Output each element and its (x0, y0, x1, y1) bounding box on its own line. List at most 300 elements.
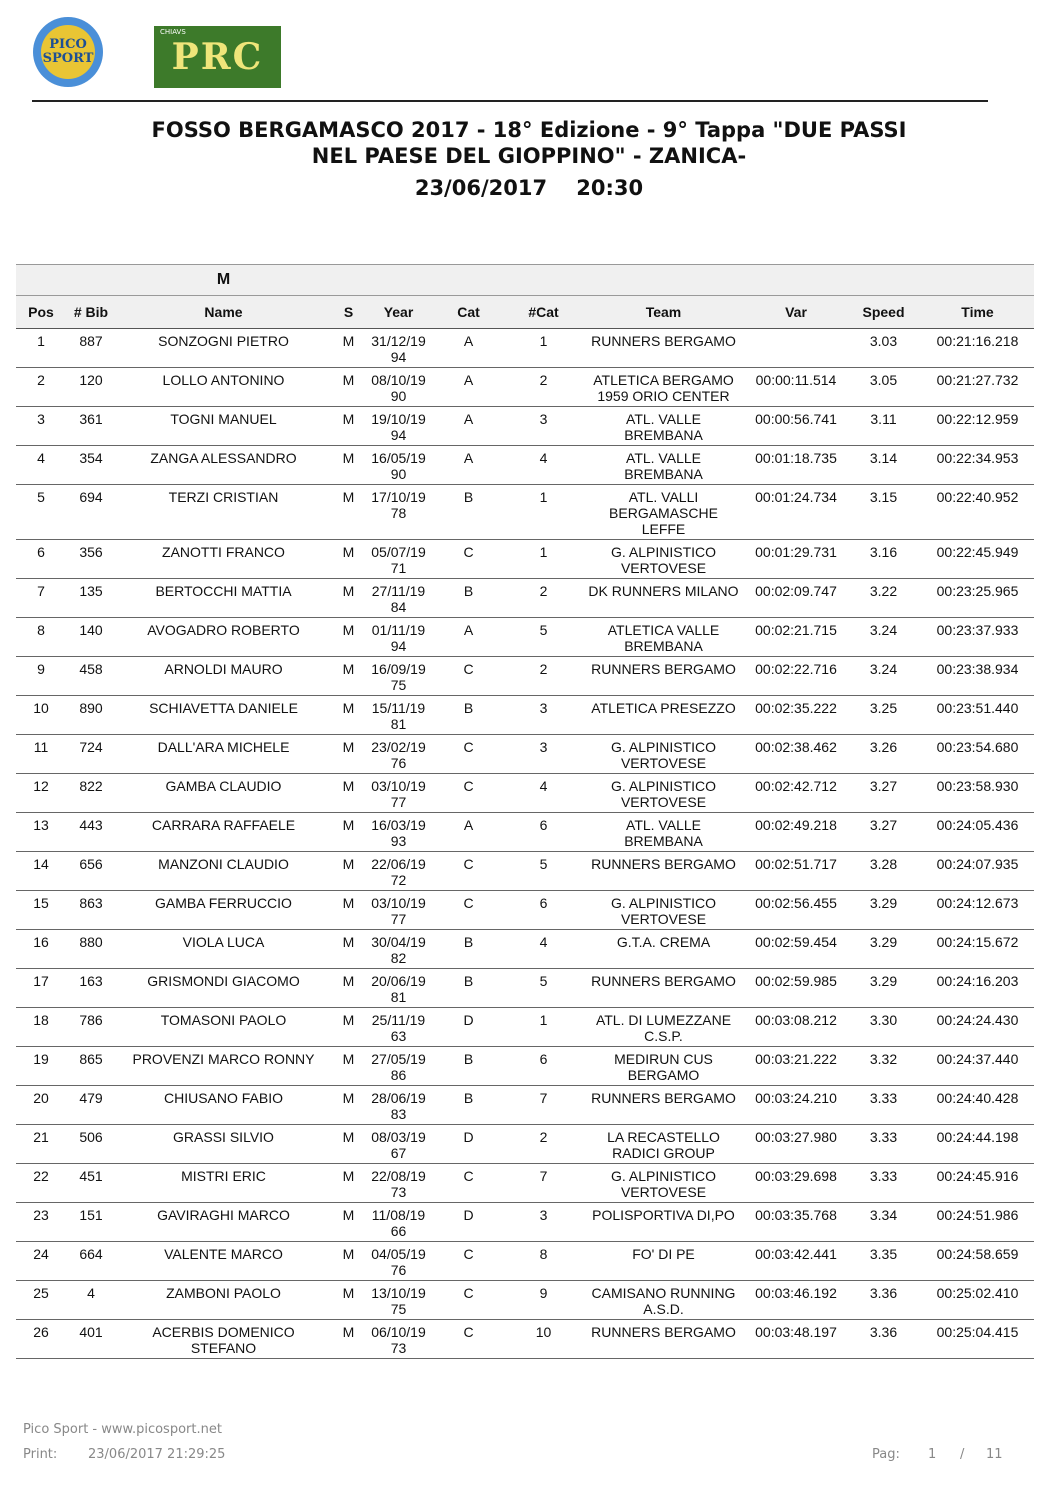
cell-cat: C (431, 1320, 506, 1359)
cell-team: MEDIRUN CUS BERGAMO (581, 1047, 746, 1086)
group-label: M (116, 265, 331, 296)
cell-speed: 3.22 (846, 579, 921, 618)
cell-time: 00:24:37.440 (921, 1047, 1034, 1086)
cell-cat-rank: 2 (506, 1125, 581, 1164)
cell-sex: M (331, 1203, 366, 1242)
cell-bib: 401 (66, 1320, 116, 1359)
cell-pos: 17 (16, 969, 66, 1008)
cell-time: 00:24:40.428 (921, 1086, 1034, 1125)
prc-logo-text: PRC (171, 36, 264, 78)
cell-cat: A (431, 329, 506, 368)
cell-name: SONZOGNI PIETRO (116, 329, 331, 368)
cell-pos: 14 (16, 852, 66, 891)
table-row (16, 1047, 1034, 1086)
cell-cat-rank: 2 (506, 368, 581, 407)
cell-cat: B (431, 969, 506, 1008)
cell-speed: 3.14 (846, 446, 921, 485)
cell-bib: 506 (66, 1125, 116, 1164)
column-header-sex: S (331, 296, 366, 329)
cell-cat: A (431, 407, 506, 446)
cell-name: MANZONI CLAUDIO (116, 852, 331, 891)
cell-team: G.T.A. CREMA (581, 930, 746, 969)
cell-pos: 11 (16, 735, 66, 774)
cell-cat-rank: 9 (506, 1281, 581, 1320)
cell-year: 16/05/19 90 (366, 446, 431, 485)
cell-pos: 6 (16, 540, 66, 579)
cell-pos: 10 (16, 696, 66, 735)
cell-year: 17/10/19 78 (366, 485, 431, 540)
cell-name: ARNOLDI MAURO (116, 657, 331, 696)
cell-pos: 21 (16, 1125, 66, 1164)
table-row (16, 657, 1034, 696)
cell-cat-rank: 1 (506, 1008, 581, 1047)
pico-sport-logo (33, 17, 103, 87)
cell-cat: B (431, 1047, 506, 1086)
cell-pos: 24 (16, 1242, 66, 1281)
cell-cat-rank: 6 (506, 891, 581, 930)
cell-cat-rank: 5 (506, 969, 581, 1008)
cell-sex: M (331, 1047, 366, 1086)
cell-cat: D (431, 1203, 506, 1242)
cell-team: ATL. VALLE BREMBANA (581, 446, 746, 485)
cell-var: 00:03:48.197 (746, 1320, 846, 1359)
cell-team: FO' DI PE (581, 1242, 746, 1281)
table-row (16, 540, 1034, 579)
cell-cat: A (431, 618, 506, 657)
cell-sex: M (331, 852, 366, 891)
cell-var: 00:01:24.734 (746, 485, 846, 540)
cell-time: 00:22:45.949 (921, 540, 1034, 579)
cell-time: 00:23:25.965 (921, 579, 1034, 618)
cell-var: 00:02:09.747 (746, 579, 846, 618)
cell-bib: 865 (66, 1047, 116, 1086)
cell-time: 00:21:16.218 (921, 329, 1034, 368)
cell-team: ATL. VALLE BREMBANA (581, 813, 746, 852)
cell-year: 19/10/19 94 (366, 407, 431, 446)
cell-bib: 664 (66, 1242, 116, 1281)
cell-cat-rank: 7 (506, 1086, 581, 1125)
cell-bib: 354 (66, 446, 116, 485)
cell-bib: 451 (66, 1164, 116, 1203)
cell-speed: 3.11 (846, 407, 921, 446)
cell-cat: B (431, 485, 506, 540)
cell-team: ATL. VALLI BERGAMASCHE LEFFE (581, 485, 746, 540)
cell-cat-rank: 1 (506, 329, 581, 368)
cell-name: PROVENZI MARCO RONNY (116, 1047, 331, 1086)
footer-site: Pico Sport - www.picosport.net (23, 1422, 222, 1437)
table-row (16, 1164, 1034, 1203)
table-row (16, 969, 1034, 1008)
cell-sex: M (331, 696, 366, 735)
cell-cat: D (431, 1008, 506, 1047)
table-row (16, 618, 1034, 657)
cell-speed: 3.36 (846, 1320, 921, 1359)
cell-team: ATLETICA BERGAMO 1959 ORIO CENTER (581, 368, 746, 407)
cell-sex: M (331, 735, 366, 774)
cell-cat-rank: 6 (506, 1047, 581, 1086)
cell-name: SCHIAVETTA DANIELE (116, 696, 331, 735)
cell-bib: 479 (66, 1086, 116, 1125)
cell-speed: 3.29 (846, 969, 921, 1008)
cell-cat: C (431, 774, 506, 813)
cell-sex: M (331, 368, 366, 407)
cell-pos: 26 (16, 1320, 66, 1359)
cell-speed: 3.33 (846, 1125, 921, 1164)
cell-speed: 3.33 (846, 1164, 921, 1203)
cell-team: RUNNERS BERGAMO (581, 657, 746, 696)
column-header-year: Year (366, 296, 431, 329)
cell-cat-rank: 2 (506, 579, 581, 618)
cell-year: 22/06/19 72 (366, 852, 431, 891)
cell-year: 01/11/19 94 (366, 618, 431, 657)
cell-name: GAMBA FERRUCCIO (116, 891, 331, 930)
cell-pos: 20 (16, 1086, 66, 1125)
cell-speed: 3.28 (846, 852, 921, 891)
cell-team: ATL. DI LUMEZZANE C.S.P. (581, 1008, 746, 1047)
column-header-time: Time (921, 296, 1034, 329)
cell-pos: 13 (16, 813, 66, 852)
cell-time: 00:24:16.203 (921, 969, 1034, 1008)
column-header-row (16, 296, 1034, 329)
cell-sex: M (331, 485, 366, 540)
cell-bib: 356 (66, 540, 116, 579)
cell-var: 00:03:21.222 (746, 1047, 846, 1086)
cell-var: 00:03:29.698 (746, 1164, 846, 1203)
cell-time: 00:23:51.440 (921, 696, 1034, 735)
cell-year: 28/06/19 83 (366, 1086, 431, 1125)
cell-sex: M (331, 446, 366, 485)
cell-time: 00:23:37.933 (921, 618, 1034, 657)
cell-var: 00:02:59.454 (746, 930, 846, 969)
column-header-team: Team (581, 296, 746, 329)
cell-speed: 3.36 (846, 1281, 921, 1320)
cell-time: 00:24:07.935 (921, 852, 1034, 891)
cell-sex: M (331, 407, 366, 446)
cell-cat: A (431, 368, 506, 407)
cell-team: RUNNERS BERGAMO (581, 852, 746, 891)
column-header-cat: Cat (431, 296, 506, 329)
cell-cat: C (431, 540, 506, 579)
cell-pos: 1 (16, 329, 66, 368)
cell-sex: M (331, 1281, 366, 1320)
cell-cat-rank: 3 (506, 407, 581, 446)
cell-var: 00:02:42.712 (746, 774, 846, 813)
cell-year: 03/10/19 77 (366, 891, 431, 930)
cell-var: 00:01:18.735 (746, 446, 846, 485)
cell-speed: 3.33 (846, 1086, 921, 1125)
cell-sex: M (331, 891, 366, 930)
cell-bib: 120 (66, 368, 116, 407)
group-band (16, 265, 1034, 296)
header-divider (32, 100, 988, 102)
cell-var: 00:03:35.768 (746, 1203, 846, 1242)
cell-speed: 3.27 (846, 774, 921, 813)
cell-var (746, 329, 846, 368)
cell-speed: 3.16 (846, 540, 921, 579)
cell-cat-rank: 5 (506, 618, 581, 657)
cell-speed: 3.03 (846, 329, 921, 368)
cell-var: 00:02:59.985 (746, 969, 846, 1008)
table-row (16, 368, 1034, 407)
cell-name: GRASSI SILVIO (116, 1125, 331, 1164)
cell-name: AVOGADRO ROBERTO (116, 618, 331, 657)
cell-bib: 151 (66, 1203, 116, 1242)
cell-year: 04/05/19 76 (366, 1242, 431, 1281)
cell-speed: 3.32 (846, 1047, 921, 1086)
cell-team: G. ALPINISTICO VERTOVESE (581, 891, 746, 930)
cell-time: 00:24:12.673 (921, 891, 1034, 930)
cell-sex: M (331, 1086, 366, 1125)
cell-team: ATLETICA PRESEZZO (581, 696, 746, 735)
cell-pos: 4 (16, 446, 66, 485)
cell-bib: 724 (66, 735, 116, 774)
table-row (16, 696, 1034, 735)
cell-team: ATLETICA VALLE BREMBANA (581, 618, 746, 657)
cell-year: 16/09/19 75 (366, 657, 431, 696)
cell-var: 00:02:51.717 (746, 852, 846, 891)
cell-pos: 5 (16, 485, 66, 540)
cell-cat: A (431, 813, 506, 852)
cell-speed: 3.27 (846, 813, 921, 852)
cell-year: 11/08/19 66 (366, 1203, 431, 1242)
cell-sex: M (331, 1125, 366, 1164)
cell-time: 00:24:58.659 (921, 1242, 1034, 1281)
cell-name: GAMBA CLAUDIO (116, 774, 331, 813)
cell-pos: 18 (16, 1008, 66, 1047)
cell-pos: 9 (16, 657, 66, 696)
cell-cat-rank: 4 (506, 774, 581, 813)
cell-team: G. ALPINISTICO VERTOVESE (581, 540, 746, 579)
cell-pos: 7 (16, 579, 66, 618)
cell-team: CAMISANO RUNNING A.S.D. (581, 1281, 746, 1320)
table-row (16, 813, 1034, 852)
cell-name: ACERBIS DOMENICO STEFANO (116, 1320, 331, 1359)
cell-year: 27/11/19 84 (366, 579, 431, 618)
cell-var: 00:01:29.731 (746, 540, 846, 579)
cell-year: 25/11/19 63 (366, 1008, 431, 1047)
cell-year: 31/12/19 94 (366, 329, 431, 368)
cell-speed: 3.30 (846, 1008, 921, 1047)
cell-pos: 15 (16, 891, 66, 930)
cell-sex: M (331, 657, 366, 696)
cell-cat-rank: 1 (506, 485, 581, 540)
cell-name: VIOLA LUCA (116, 930, 331, 969)
cell-cat: B (431, 579, 506, 618)
cell-time: 00:23:54.680 (921, 735, 1034, 774)
cell-time: 00:24:05.436 (921, 813, 1034, 852)
cell-team: LA RECASTELLO RADICI GROUP (581, 1125, 746, 1164)
footer-print-time: 23/06/2017 21:29:25 (88, 1447, 226, 1462)
cell-bib: 694 (66, 485, 116, 540)
table-row (16, 446, 1034, 485)
cell-pos: 3 (16, 407, 66, 446)
cell-pos: 19 (16, 1047, 66, 1086)
cell-year: 15/11/19 81 (366, 696, 431, 735)
prc-logo-small-text: CHIAVS (160, 28, 186, 36)
table-row (16, 1242, 1034, 1281)
cell-year: 27/05/19 86 (366, 1047, 431, 1086)
cell-bib: 656 (66, 852, 116, 891)
column-header-pos: Pos (16, 296, 66, 329)
cell-cat-rank: 8 (506, 1242, 581, 1281)
column-header-cat-rank: #Cat (506, 296, 581, 329)
cell-team: RUNNERS BERGAMO (581, 969, 746, 1008)
cell-team: POLISPORTIVA DI,PO (581, 1203, 746, 1242)
footer-page-current: 1 (928, 1447, 937, 1462)
cell-name: LOLLO ANTONINO (116, 368, 331, 407)
cell-time: 00:22:34.953 (921, 446, 1034, 485)
cell-year: 03/10/19 77 (366, 774, 431, 813)
cell-name: BERTOCCHI MATTIA (116, 579, 331, 618)
cell-cat: C (431, 1281, 506, 1320)
cell-year: 05/07/19 71 (366, 540, 431, 579)
column-header-bib: # Bib (66, 296, 116, 329)
cell-time: 00:24:44.198 (921, 1125, 1034, 1164)
cell-bib: 786 (66, 1008, 116, 1047)
cell-sex: M (331, 540, 366, 579)
cell-name: CARRARA RAFFAELE (116, 813, 331, 852)
cell-name: CHIUSANO FABIO (116, 1086, 331, 1125)
cell-name: ZAMBONI PAOLO (116, 1281, 331, 1320)
cell-name: GAVIRAGHI MARCO (116, 1203, 331, 1242)
cell-cat: B (431, 696, 506, 735)
cell-name: ZANGA ALESSANDRO (116, 446, 331, 485)
cell-bib: 4 (66, 1281, 116, 1320)
title-line-1: FOSSO BERGAMASCO 2017 - 18° Edizione - 9° Tappa "DUE PASSI (151, 118, 907, 142)
cell-name: VALENTE MARCO (116, 1242, 331, 1281)
prc-logo (154, 26, 281, 88)
cell-sex: M (331, 329, 366, 368)
cell-sex: M (331, 1008, 366, 1047)
cell-pos: 25 (16, 1281, 66, 1320)
cell-speed: 3.29 (846, 891, 921, 930)
cell-name: TERZI CRISTIAN (116, 485, 331, 540)
cell-sex: M (331, 813, 366, 852)
cell-bib: 822 (66, 774, 116, 813)
table-row (16, 930, 1034, 969)
cell-bib: 135 (66, 579, 116, 618)
table-row (16, 1086, 1034, 1125)
cell-sex: M (331, 1320, 366, 1359)
cell-name: TOGNI MANUEL (116, 407, 331, 446)
cell-year: 20/06/19 81 (366, 969, 431, 1008)
column-header-var: Var (746, 296, 846, 329)
table-row (16, 735, 1034, 774)
cell-time: 00:24:45.916 (921, 1164, 1034, 1203)
cell-time: 00:23:38.934 (921, 657, 1034, 696)
cell-pos: 2 (16, 368, 66, 407)
cell-bib: 140 (66, 618, 116, 657)
cell-var: 00:03:46.192 (746, 1281, 846, 1320)
cell-team: G. ALPINISTICO VERTOVESE (581, 1164, 746, 1203)
table-row (16, 329, 1034, 368)
cell-cat-rank: 10 (506, 1320, 581, 1359)
title-date: 23/06/2017 20:30 (414, 176, 644, 200)
cell-time: 00:24:15.672 (921, 930, 1034, 969)
cell-cat-rank: 4 (506, 930, 581, 969)
cell-pos: 22 (16, 1164, 66, 1203)
cell-cat-rank: 5 (506, 852, 581, 891)
cell-cat: C (431, 852, 506, 891)
cell-name: GRISMONDI GIACOMO (116, 969, 331, 1008)
cell-pos: 8 (16, 618, 66, 657)
cell-team: G. ALPINISTICO VERTOVESE (581, 774, 746, 813)
cell-var: 00:03:42.441 (746, 1242, 846, 1281)
cell-cat-rank: 3 (506, 1203, 581, 1242)
cell-cat-rank: 6 (506, 813, 581, 852)
cell-year: 23/02/19 76 (366, 735, 431, 774)
cell-var: 00:02:38.462 (746, 735, 846, 774)
cell-time: 00:22:12.959 (921, 407, 1034, 446)
cell-cat: B (431, 1086, 506, 1125)
cell-pos: 12 (16, 774, 66, 813)
cell-speed: 3.34 (846, 1203, 921, 1242)
cell-cat-rank: 1 (506, 540, 581, 579)
cell-bib: 890 (66, 696, 116, 735)
cell-bib: 887 (66, 329, 116, 368)
cell-speed: 3.05 (846, 368, 921, 407)
cell-year: 16/03/19 93 (366, 813, 431, 852)
cell-var: 00:03:08.212 (746, 1008, 846, 1047)
table-row (16, 579, 1034, 618)
cell-speed: 3.29 (846, 930, 921, 969)
cell-sex: M (331, 774, 366, 813)
cell-year: 22/08/19 73 (366, 1164, 431, 1203)
cell-time: 00:25:02.410 (921, 1281, 1034, 1320)
cell-speed: 3.15 (846, 485, 921, 540)
cell-team: ATL. VALLE BREMBANA (581, 407, 746, 446)
cell-team: DK RUNNERS MILANO (581, 579, 746, 618)
cell-cat: C (431, 1242, 506, 1281)
cell-bib: 443 (66, 813, 116, 852)
cell-cat: C (431, 657, 506, 696)
cell-speed: 3.24 (846, 657, 921, 696)
cell-sex: M (331, 930, 366, 969)
cell-sex: M (331, 1164, 366, 1203)
title-line-2: NEL PAESE DEL GIOPPINO" - ZANICA- (311, 144, 747, 168)
table-row (16, 407, 1034, 446)
cell-year: 06/10/19 73 (366, 1320, 431, 1359)
cell-speed: 3.26 (846, 735, 921, 774)
cell-cat-rank: 3 (506, 696, 581, 735)
cell-cat: C (431, 735, 506, 774)
table-row (16, 485, 1034, 540)
cell-speed: 3.24 (846, 618, 921, 657)
cell-sex: M (331, 618, 366, 657)
cell-time: 00:23:58.930 (921, 774, 1034, 813)
column-header-speed: Speed (846, 296, 921, 329)
cell-time: 00:25:04.415 (921, 1320, 1034, 1359)
cell-speed: 3.35 (846, 1242, 921, 1281)
cell-bib: 863 (66, 891, 116, 930)
cell-year: 30/04/19 82 (366, 930, 431, 969)
cell-name: MISTRI ERIC (116, 1164, 331, 1203)
cell-team: G. ALPINISTICO VERTOVESE (581, 735, 746, 774)
cell-bib: 458 (66, 657, 116, 696)
cell-cat-rank: 3 (506, 735, 581, 774)
cell-bib: 361 (66, 407, 116, 446)
cell-pos: 16 (16, 930, 66, 969)
cell-var: 00:03:27.980 (746, 1125, 846, 1164)
table-row (16, 852, 1034, 891)
cell-pos: 23 (16, 1203, 66, 1242)
logo-text-line1: PICO (49, 37, 87, 52)
cell-var: 00:02:21.715 (746, 618, 846, 657)
cell-var: 00:02:22.716 (746, 657, 846, 696)
cell-cat: A (431, 446, 506, 485)
table-row (16, 1125, 1034, 1164)
cell-team: RUNNERS BERGAMO (581, 1320, 746, 1359)
